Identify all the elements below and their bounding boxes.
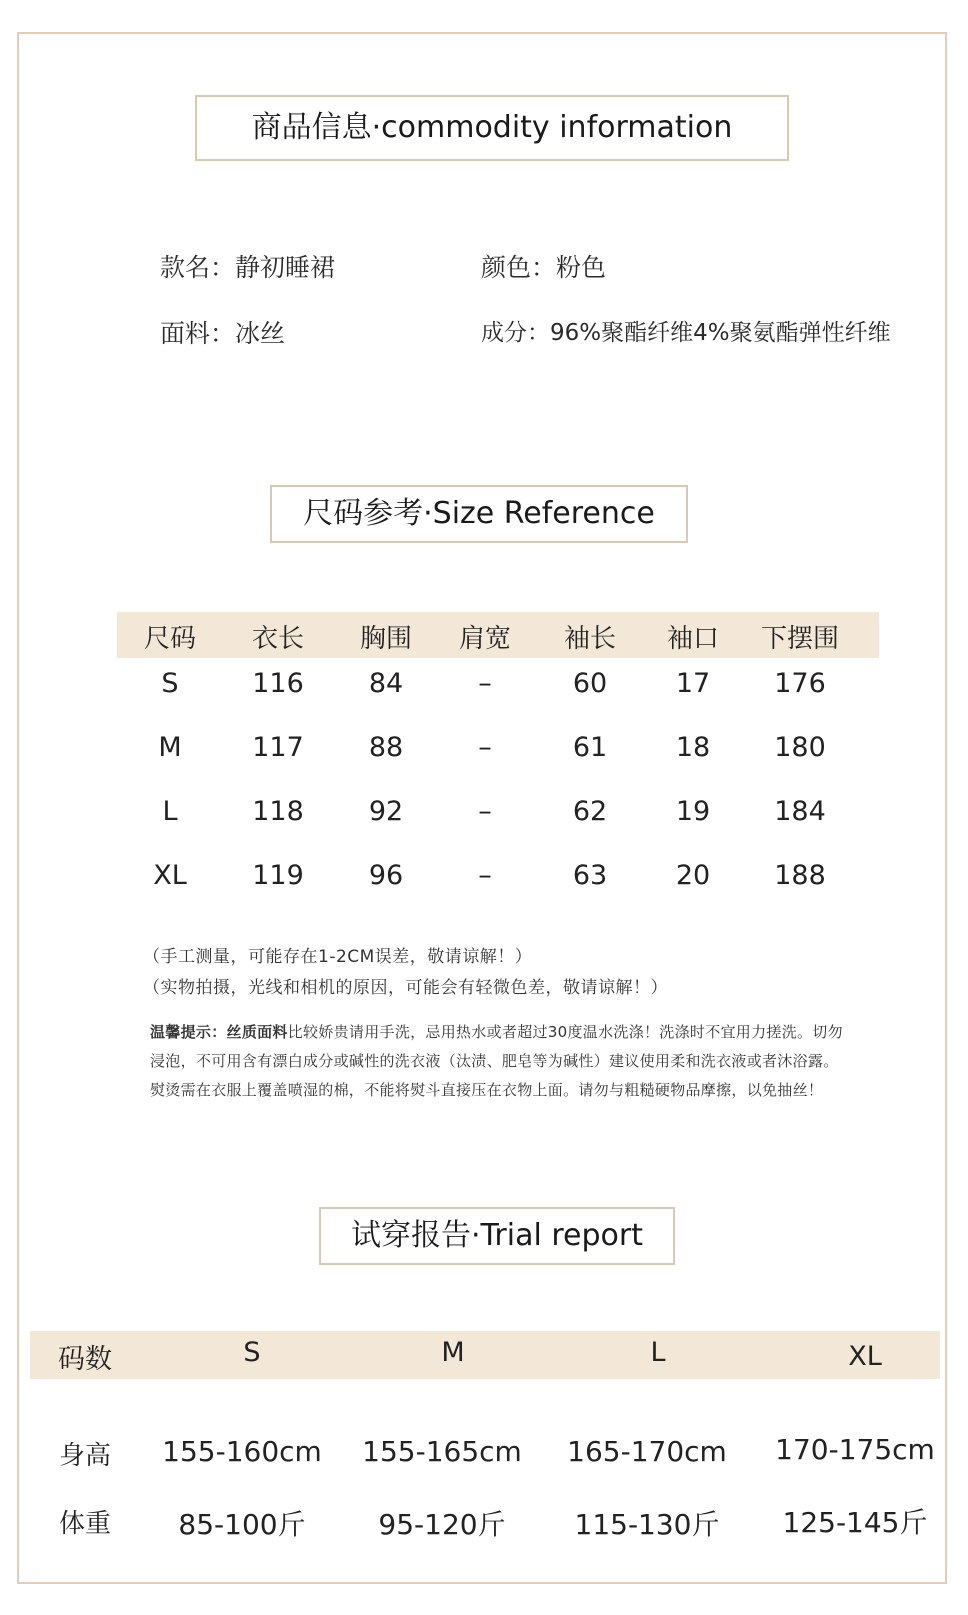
shoulder-cell: –	[478, 796, 492, 827]
trial-report-title: 试穿报告·Trial report	[319, 1207, 675, 1265]
height-m: 155-165cm	[362, 1435, 522, 1468]
hem-cell: 184	[774, 796, 826, 827]
header-shoulder: 肩宽	[458, 624, 511, 654]
style-name: 款名：静初睡裙	[160, 253, 336, 282]
hem-cell: 180	[774, 732, 826, 763]
measurement-note: （手工测量，可能存在1-2CM误差，敬请谅解！）	[143, 947, 533, 967]
table-row	[117, 722, 879, 786]
weight-xl: 125-145斤	[782, 1506, 928, 1539]
weight-label: 体重	[58, 1509, 111, 1539]
bust-cell: 88	[368, 732, 404, 763]
sleeve-cell: 63	[572, 860, 608, 891]
size-table-header	[117, 612, 879, 658]
hem-cell: 188	[774, 860, 826, 891]
color-info: 颜色：粉色	[481, 253, 607, 282]
header-cuff: 袖口	[666, 624, 719, 654]
bust-cell: 92	[368, 796, 404, 827]
shoulder-cell: –	[478, 668, 492, 699]
hem-cell: 176	[774, 668, 826, 699]
header-s: S	[243, 1337, 261, 1368]
trial-table-header	[30, 1331, 940, 1379]
table-row	[117, 786, 879, 850]
size-cell: XL	[153, 860, 187, 891]
size-cell: S	[161, 668, 179, 699]
composition-info: 成分：96%聚酯纤维4%聚氨酯弹性纤维	[481, 320, 891, 346]
header-sleeve: 袖长	[563, 624, 616, 654]
header-xl: XL	[848, 1341, 882, 1372]
size-cell: M	[158, 732, 182, 763]
tips-bold: 丝质面料	[226, 1023, 288, 1041]
height-l: 165-170cm	[567, 1435, 727, 1468]
weight-s: 85-100斤	[178, 1508, 306, 1541]
header-hem: 下摆围	[760, 624, 839, 654]
header-size-code: 码数	[58, 1344, 112, 1375]
tips-label: 温馨提示：	[150, 1023, 227, 1041]
shoulder-cell: –	[478, 732, 492, 763]
header-length: 衣长	[251, 624, 304, 654]
commodity-title: 商品信息·commodity information	[195, 95, 789, 161]
sleeve-cell: 61	[572, 732, 608, 763]
tips-text: 比较娇贵请用手洗，忌用热水或者超过30度温水洗涤！洗涤时不宜用力搓洗。切勿浸泡，不可用含有漂白成分或碱性的洗衣液（汰渍、肥皂等为碱性）建议使用柔和洗衣液或者沐浴露。熨烫需在衣服上覆盖喷湿的棉，不能将熨斗直接压在衣物上面。请勿与粗糙硬物品摩擦，以免抽丝！	[150, 1023, 843, 1099]
length-cell: 117	[252, 732, 304, 763]
cuff-cell: 17	[675, 668, 711, 699]
care-tips	[150, 1018, 850, 1105]
sleeve-cell: 60	[572, 668, 608, 699]
weight-m: 95-120斤	[378, 1508, 506, 1541]
weight-l: 115-130斤	[574, 1508, 720, 1541]
header-bust: 胸围	[359, 624, 412, 654]
height-xl: 170-175cm	[775, 1433, 935, 1466]
height-label: 身高	[58, 1441, 111, 1471]
cuff-cell: 19	[675, 796, 711, 827]
size-reference-title: 尺码参考·Size Reference	[270, 485, 688, 543]
cuff-cell: 20	[675, 860, 711, 891]
size-cell: L	[162, 796, 178, 827]
length-cell: 119	[252, 860, 304, 891]
cuff-cell: 18	[675, 732, 711, 763]
length-cell: 116	[252, 668, 304, 699]
length-cell: 118	[252, 796, 304, 827]
header-size: 尺码	[143, 624, 196, 654]
header-m: M	[441, 1337, 465, 1368]
table-row	[30, 1491, 940, 1559]
sleeve-cell: 62	[572, 796, 608, 827]
fabric-info: 面料：冰丝	[160, 319, 286, 348]
table-row	[117, 658, 879, 722]
bust-cell: 84	[368, 668, 404, 699]
trial-table	[30, 1331, 940, 1559]
color-difference-note: （实物拍摄，光线和相机的原因，可能会有轻微色差，敬请谅解！）	[143, 978, 668, 998]
shoulder-cell: –	[478, 860, 492, 891]
header-l: L	[650, 1337, 666, 1368]
table-row	[117, 850, 879, 914]
height-s: 155-160cm	[162, 1435, 322, 1468]
size-table	[117, 612, 879, 914]
bust-cell: 96	[368, 860, 404, 891]
table-row	[30, 1423, 940, 1491]
